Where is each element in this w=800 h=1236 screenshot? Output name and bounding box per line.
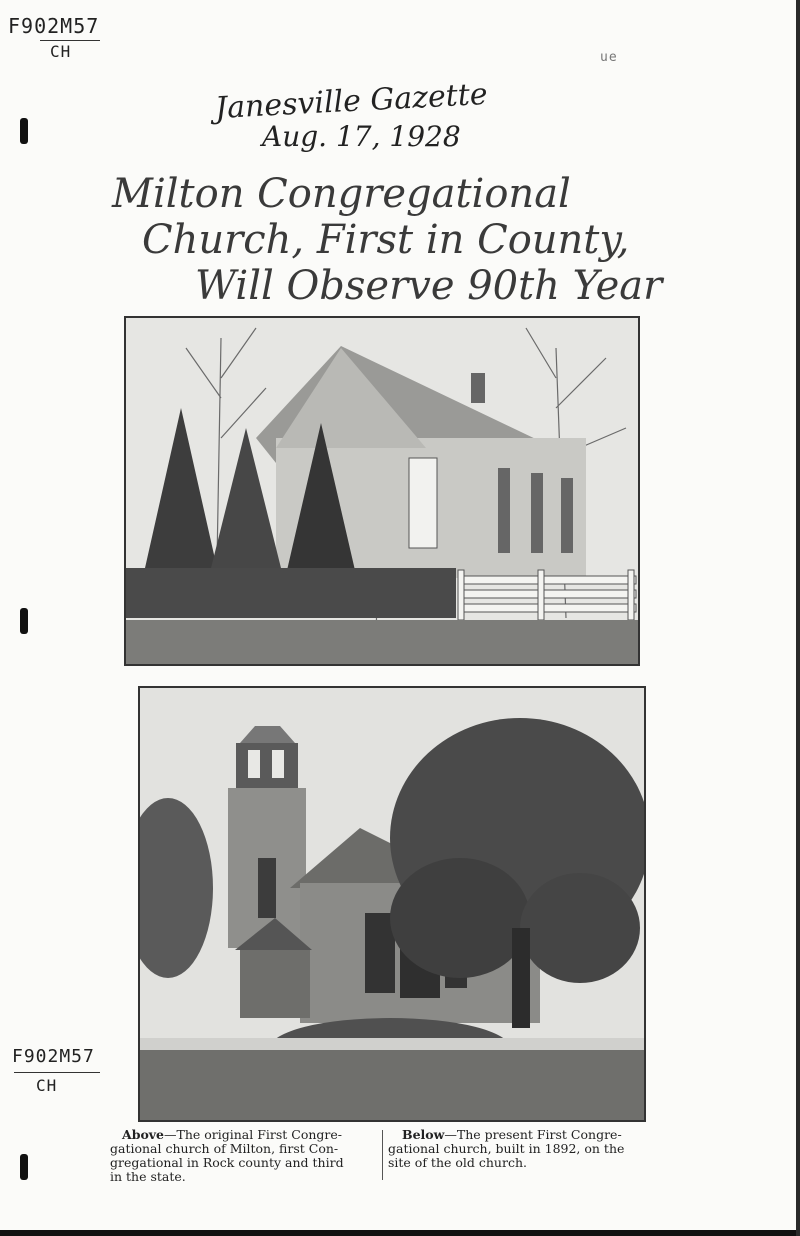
headline-line-3: Will Observe 90th Year	[195, 263, 663, 309]
caption-above	[110, 1128, 380, 1184]
caption-above-line: gregational in Rock county and third	[110, 1155, 344, 1170]
punch-hole	[20, 608, 28, 634]
catalog-underline	[40, 40, 100, 41]
catalog-number-top: F902M57	[8, 14, 100, 38]
photo-present-church	[138, 686, 646, 1122]
caption-below	[388, 1128, 668, 1170]
scan-edge	[0, 1230, 800, 1236]
catalog-suffix-top: CH	[50, 42, 72, 61]
caption-above-line: in the state.	[110, 1169, 186, 1184]
caption-above-line: gational church of Milton, first Con-	[110, 1141, 339, 1156]
corner-mark: ue	[600, 50, 618, 65]
caption-below-lead: Below	[402, 1127, 445, 1142]
caption-divider	[382, 1130, 383, 1180]
caption-above-line: —The original First Congre-	[164, 1127, 343, 1142]
caption-below-line: —The present First Congre-	[444, 1127, 622, 1142]
headline-line-1: Milton Congregational	[112, 171, 571, 217]
source-date: Aug. 17, 1928	[262, 120, 461, 153]
headline-line-2: Church, First in County,	[142, 217, 630, 263]
catalog-number-side: F902M57	[12, 1046, 95, 1067]
caption-above-lead: Above	[122, 1127, 164, 1142]
catalog-suffix-side: CH	[36, 1076, 58, 1095]
source-name: Janesville Gazette	[214, 76, 489, 127]
punch-hole	[20, 1154, 28, 1180]
caption-below-line: site of the old church.	[388, 1155, 527, 1170]
caption-below-line: gational church, built in 1892, on the	[388, 1141, 625, 1156]
punch-hole	[20, 118, 28, 144]
photo-original-church	[124, 316, 640, 666]
scan-edge	[796, 0, 800, 1236]
catalog-side-underline	[14, 1072, 100, 1073]
